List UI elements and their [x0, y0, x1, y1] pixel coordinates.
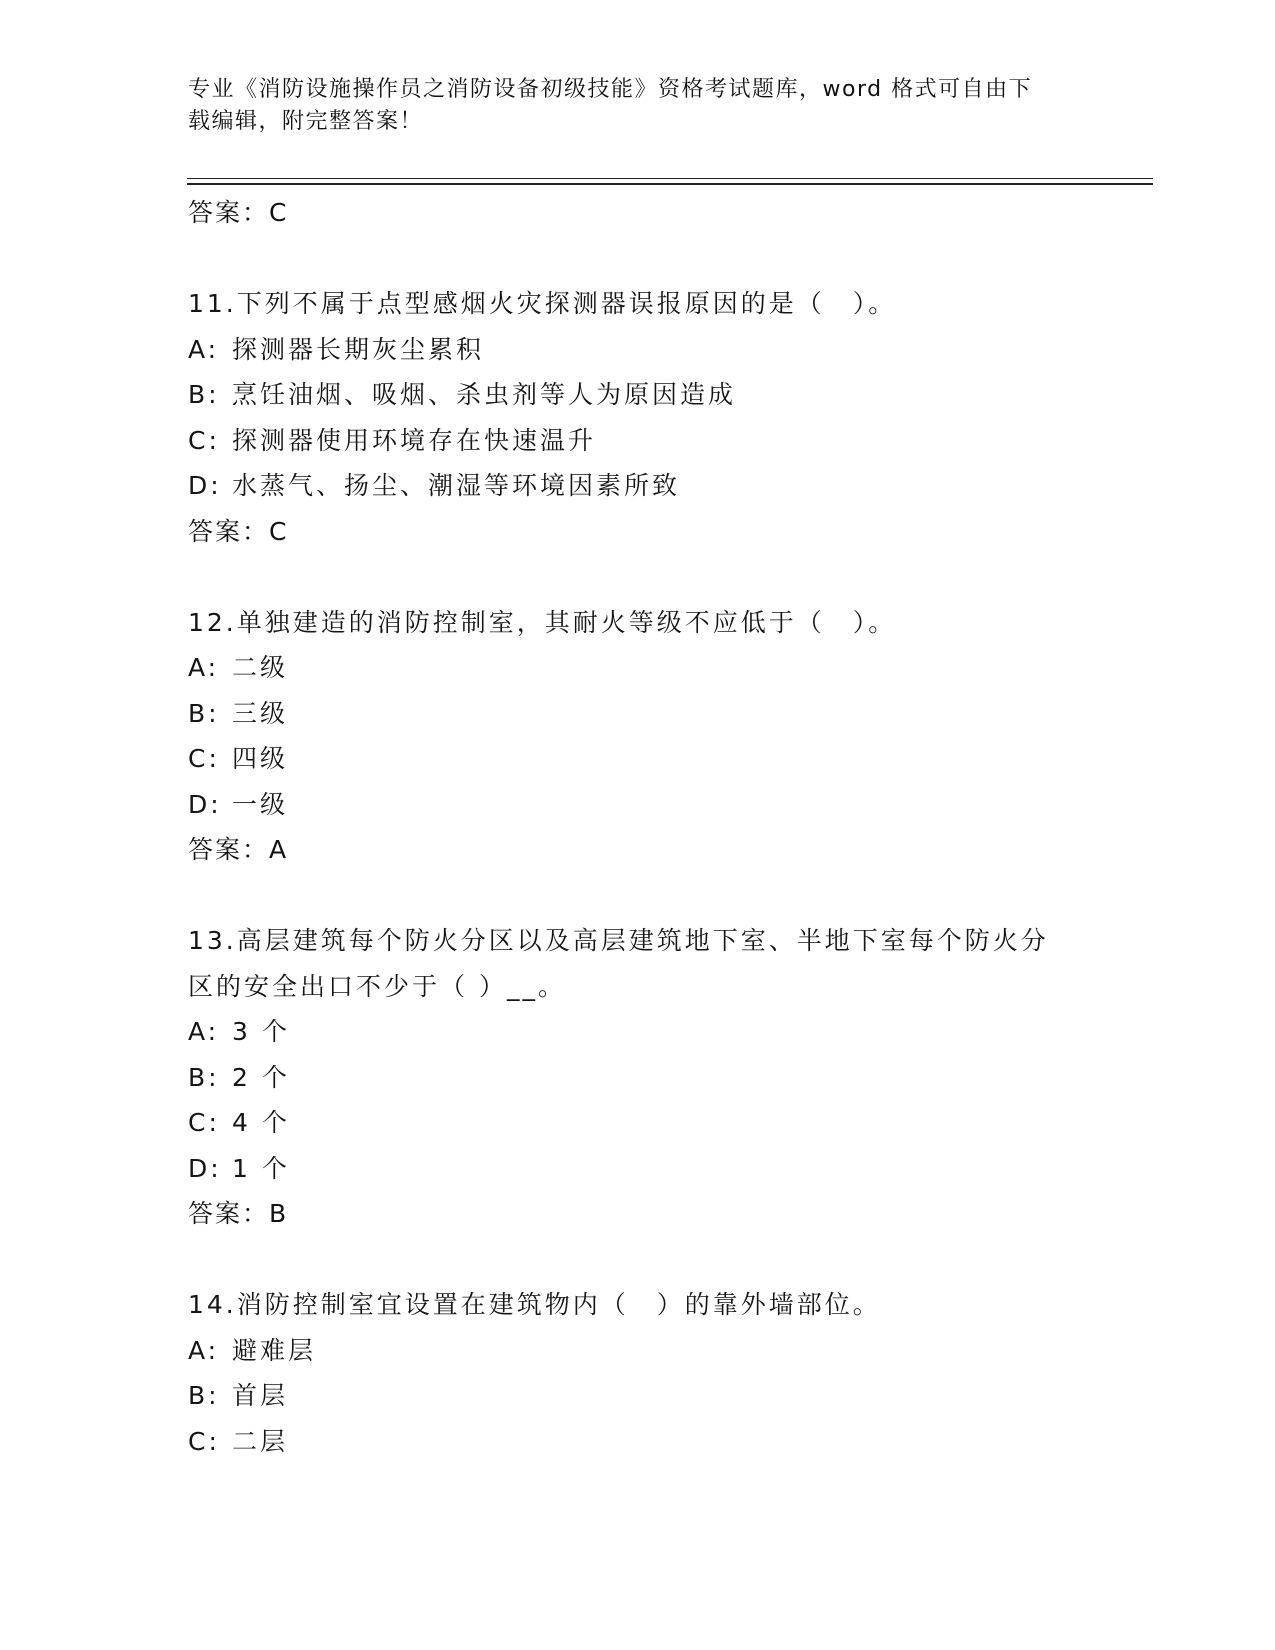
- option-label: C:: [188, 744, 220, 773]
- option-c: [188, 1419, 1148, 1465]
- option-a: [188, 1009, 1148, 1055]
- question-stem-line-2: 区的安全出口不少于（ ）__。: [188, 971, 566, 1001]
- answer-line: 答案：A: [188, 835, 289, 864]
- document-header: [188, 74, 1068, 138]
- option-label: C:: [188, 1108, 220, 1137]
- question-stem: 14.消防控制室宜设置在建筑物内（ ）的靠外墙部位。: [188, 1290, 881, 1319]
- question-stem: 11.下列不属于点型感烟火灾探测器误报原因的是（ ）。: [188, 289, 897, 318]
- option-label: D:: [188, 471, 222, 500]
- header-divider-thick: [187, 183, 1153, 185]
- option-label: A:: [188, 1335, 220, 1365]
- option-b: [188, 1373, 1148, 1419]
- answer-line: 答案：C: [188, 516, 289, 546]
- question-item: [188, 918, 1148, 1237]
- option-b: [188, 691, 1148, 737]
- option-text: 3 个: [232, 1017, 290, 1046]
- spacer: [188, 236, 1148, 282]
- option-a: [188, 1328, 1148, 1374]
- option-text: 三级: [232, 698, 289, 728]
- option-text: 4 个: [232, 1108, 290, 1137]
- option-text: 首层: [232, 1381, 289, 1410]
- option-label: A:: [188, 653, 220, 682]
- question-item: [188, 281, 1148, 554]
- option-label: D:: [188, 1153, 222, 1183]
- option-text: 四级: [232, 744, 289, 773]
- option-text: 水蒸气、扬尘、潮湿等环境因素所致: [232, 471, 681, 500]
- answer-line: 答案：B: [188, 1199, 289, 1228]
- option-label: C:: [188, 425, 220, 455]
- option-b: [188, 372, 1148, 418]
- header-line-1: 专业《消防设施操作员之消防设备初级技能》资格考试题库，word 格式可自由下: [188, 77, 1033, 102]
- option-a: [188, 327, 1148, 373]
- header-line-2: 载编辑，附完整答案！: [188, 109, 424, 134]
- option-label: B:: [188, 380, 220, 409]
- option-b: [188, 1055, 1148, 1101]
- header-divider-thin: [187, 178, 1153, 179]
- spacer: [188, 554, 1148, 600]
- option-c: [188, 736, 1148, 782]
- option-text: 二层: [232, 1426, 289, 1456]
- question-stem-line-1: 13.高层建筑每个防火分区以及高层建筑地下室、半地下室每个防火分: [188, 926, 1049, 955]
- option-text: 2 个: [232, 1062, 290, 1092]
- option-text: 探测器长期灰尘累积: [232, 334, 485, 364]
- option-label: C:: [188, 1426, 220, 1456]
- option-c: [188, 1100, 1148, 1146]
- option-d: [188, 463, 1148, 509]
- answer-line: 答案：C: [188, 198, 289, 227]
- option-label: A:: [188, 334, 220, 364]
- option-label: B:: [188, 1381, 220, 1410]
- option-d: [188, 1146, 1148, 1192]
- option-label: A:: [188, 1017, 220, 1046]
- question-stem: 12.单独建造的消防控制室，其耐火等级不应低于（ ）。: [188, 607, 897, 637]
- spacer: [188, 1237, 1148, 1283]
- spacer: [188, 873, 1148, 919]
- option-text: 一级: [232, 789, 289, 819]
- option-label: B:: [188, 1062, 220, 1092]
- question-list: [188, 190, 1148, 1464]
- option-label: D:: [188, 789, 222, 819]
- option-c: [188, 418, 1148, 464]
- option-text: 烹饪油烟、吸烟、杀虫剂等人为原因造成: [232, 380, 737, 409]
- option-text: 避难层: [232, 1335, 317, 1365]
- option-text: 探测器使用环境存在快速温升: [232, 425, 597, 455]
- option-a: [188, 645, 1148, 691]
- question-item: [188, 1282, 1148, 1464]
- option-label: B:: [188, 698, 220, 728]
- option-d: [188, 782, 1148, 828]
- question-item: [188, 600, 1148, 873]
- option-text: 1 个: [232, 1153, 290, 1183]
- option-text: 二级: [232, 653, 289, 682]
